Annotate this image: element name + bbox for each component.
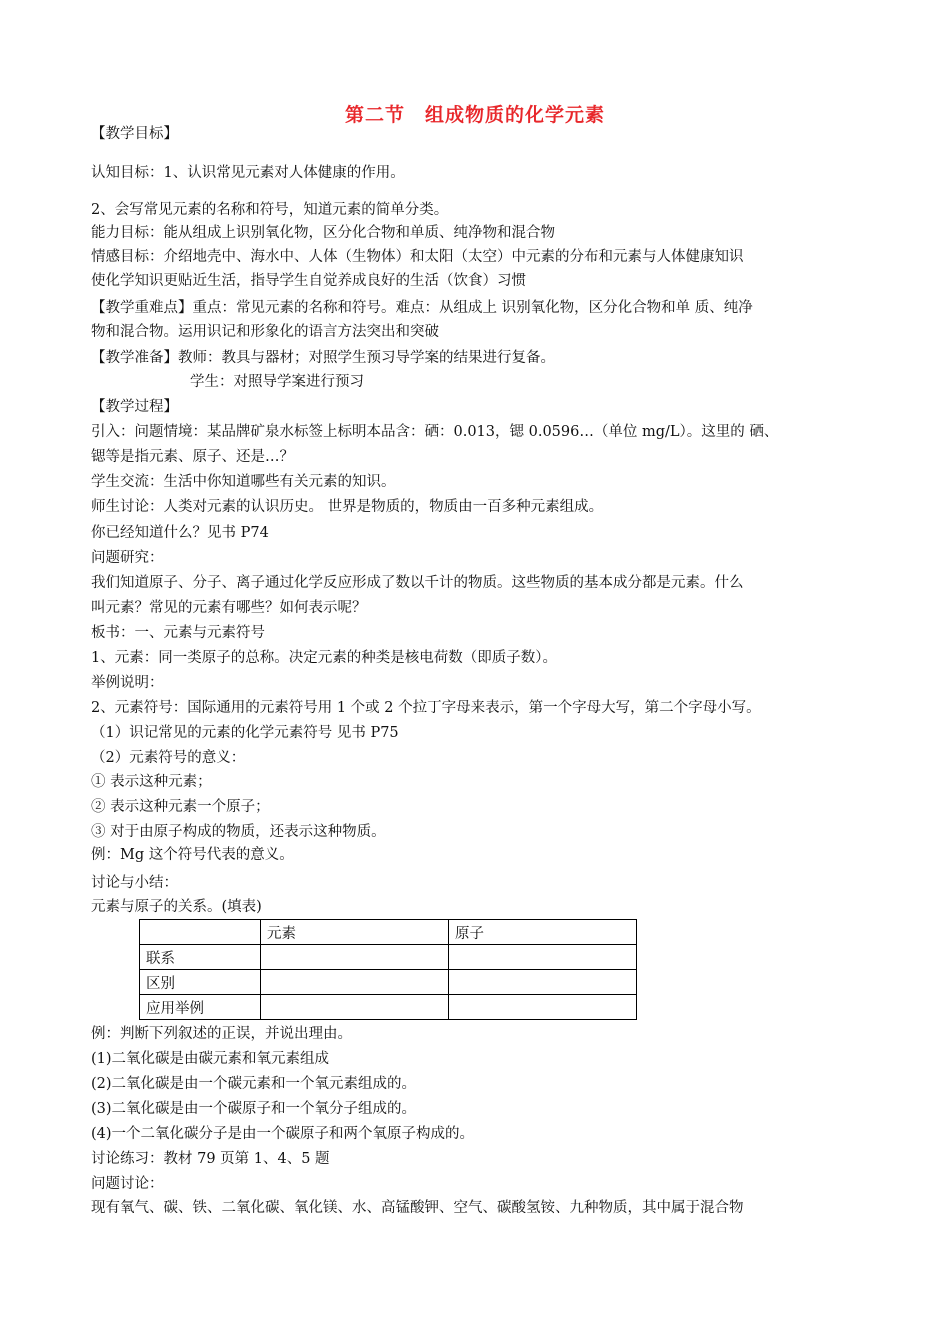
table-cell <box>449 995 637 1020</box>
text-line: (3)二氧化碳是由一个碳原子和一个氧分子组成的。 <box>91 1101 417 1117</box>
text-line: 情感目标：介绍地壳中、海水中、人体（生物体）和太阳（太空）中元素的分布和元素与人体健康知识 <box>91 249 744 265</box>
table-cell: 联系 <box>140 945 261 970</box>
text-line: （2）元素符号的意义： <box>91 750 246 766</box>
table-cell <box>261 970 449 995</box>
text-line: 叫元素？常见的元素有哪些？如何表示呢？ <box>91 600 367 616</box>
table-row <box>140 995 637 1020</box>
page-title: 第二节 组成物质的化学元素 <box>344 104 605 126</box>
table-cell <box>449 945 637 970</box>
text-line: 1、元素：同一类原子的总称。决定元素的种类是核电荷数（即质子数）。 <box>91 650 557 666</box>
text-line: 学生：对照导学案进行预习 <box>190 374 364 390</box>
text-line: 例：判断下列叙述的正误，并说出理由。 <box>91 1026 352 1042</box>
text-line: 【教学重难点】重点：常见元素的名称和符号。难点：从组成上 识别氧化物，区分化合物和单 质、纯净 <box>91 300 753 316</box>
heading-teaching-process: 【教学过程】 <box>91 399 178 415</box>
text-line: (1)二氧化碳是由碳元素和氧元素组成 <box>91 1051 330 1067</box>
text-line: 板书：一、元素与元素符号 <box>91 625 265 641</box>
table-cell <box>449 970 637 995</box>
text-line: 问题研究： <box>91 550 164 566</box>
text-line: 讨论练习：教材 79 页第 1、4、5 题 <box>91 1151 330 1167</box>
text-line: (4)一个二氧化碳分子是由一个碳原子和两个氧原子构成的。 <box>91 1126 475 1142</box>
table-cell <box>261 945 449 970</box>
text-line: 问题讨论： <box>91 1176 164 1192</box>
table-row <box>140 945 637 970</box>
table-header-cell: 原子 <box>449 920 637 945</box>
text-line: 你已经知道什么？见书 P74 <box>91 525 269 541</box>
table-row <box>140 970 637 995</box>
text-line: 我们知道原子、分子、离子通过化学反应形成了数以千计的物质。这些物质的基本成分都是元素。什么 <box>91 575 744 591</box>
text-line: 学生交流：生活中你知道哪些有关元素的知识。 <box>91 474 396 490</box>
text-line: ③ 对于由原子构成的物质，还表示这种物质。 <box>91 824 386 840</box>
text-line: 【教学准备】教师：教具与器材；对照学生预习导学案的结果进行复备。 <box>91 350 555 366</box>
text-line: 2、会写常见元素的名称和符号，知道元素的简单分类。 <box>91 202 449 218</box>
text-line: 物和混合物。运用识记和形象化的语言方法突出和突破 <box>91 324 439 340</box>
table-header-cell: 元素 <box>261 920 449 945</box>
element-atom-table <box>139 919 637 1020</box>
text-line: (2)二氧化碳是由一个碳元素和一个氧元素组成的。 <box>91 1076 417 1092</box>
table-cell <box>261 995 449 1020</box>
text-line: ① 表示这种元素； <box>91 774 212 790</box>
text-line: 例：Mg 这个符号代表的意义。 <box>91 847 294 863</box>
text-line: 2、元素符号：国际通用的元素符号用 1 个或 2 个拉丁字母来表示，第一个字母大写，第二个字母小写。 <box>91 700 761 716</box>
text-line: ② 表示这种元素一个原子； <box>91 799 270 815</box>
text-line: 使化学知识更贴近生活，指导学生自觉养成良好的生活（饮食）习惯 <box>91 273 526 289</box>
text-line: 元素与原子的关系。(填表) <box>91 899 262 915</box>
text-line: 讨论与小结： <box>91 875 178 891</box>
table-header-row <box>140 920 637 945</box>
table-header-cell <box>140 920 261 945</box>
text-line: 现有氧气、碳、铁、二氧化碳、氧化镁、水、高锰酸钾、空气、碳酸氢铵、九种物质，其中属于混合物 <box>91 1200 744 1216</box>
text-line: （1）识记常见的元素的化学元素符号 见书 P75 <box>91 725 399 741</box>
table-cell: 区别 <box>140 970 261 995</box>
text-line: 锶等是指元素、原子、还是…？ <box>91 449 294 465</box>
text-line: 师生讨论：人类对元素的认识历史。 世界是物质的，物质由一百多种元素组成。 <box>91 499 604 515</box>
text-line: 能力目标：能从组成上识别氧化物，区分化合物和单质、纯净物和混合物 <box>91 225 555 241</box>
text-line: 认知目标：1、认识常见元素对人体健康的作用。 <box>91 165 405 181</box>
text-line: 引入：问题情境：某品牌矿泉水标签上标明本品含：硒：0.013，锶 0.0596…（单位 mg/L）。这里的 硒、 <box>91 424 779 440</box>
heading-teaching-goals: 【教学目标】 <box>91 126 178 142</box>
table-cell: 应用举例 <box>140 995 261 1020</box>
text-line: 举例说明： <box>91 675 164 691</box>
